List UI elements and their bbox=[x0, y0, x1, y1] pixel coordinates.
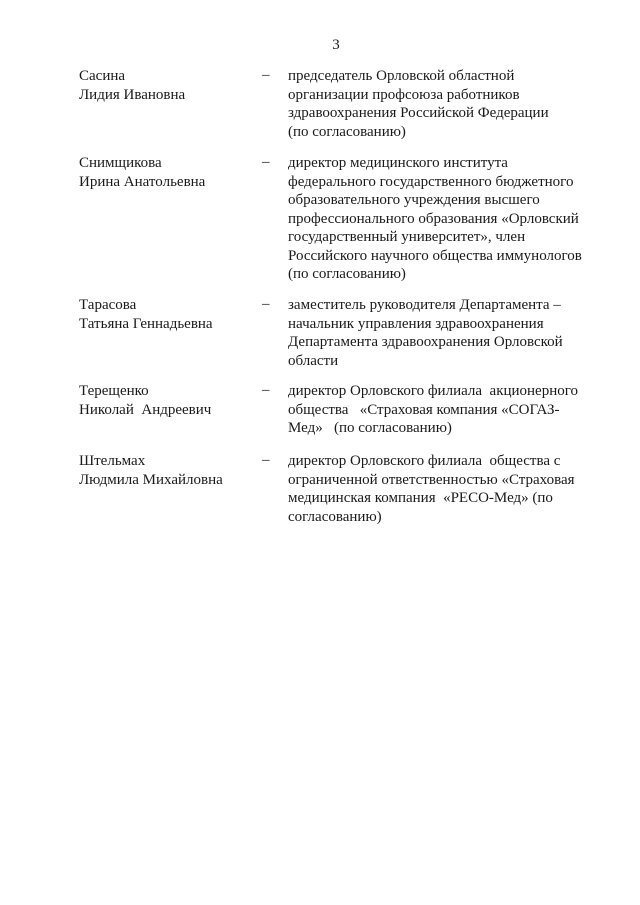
position-line: согласованию) bbox=[288, 508, 382, 525]
position-line: председатель Орловской областной bbox=[288, 68, 515, 84]
member-name bbox=[79, 296, 249, 333]
member-given-names: Николай Андреевич bbox=[79, 401, 212, 418]
position-line: организации профсоюза работников bbox=[288, 86, 520, 103]
position-line: медицинская компания «РЕСО-Мед» (по bbox=[288, 490, 553, 506]
dash-separator: – bbox=[262, 296, 270, 312]
member-position bbox=[288, 296, 608, 370]
member-name bbox=[79, 154, 249, 191]
position-line: Департамента здравоохранения Орловской bbox=[288, 334, 563, 350]
member-given-names: Людмила Михайловна bbox=[79, 471, 223, 488]
position-line: директор Орловского филиала общества с bbox=[288, 453, 561, 469]
position-line: начальник управления здравоохранения bbox=[288, 315, 544, 332]
member-position bbox=[288, 154, 608, 284]
member-name bbox=[79, 452, 249, 489]
dash-separator: – bbox=[262, 67, 270, 83]
position-line: федерального государственного бюджетного bbox=[288, 173, 574, 190]
member-surname: Тарасова bbox=[79, 297, 137, 313]
position-line: государственный университет», член bbox=[288, 229, 526, 245]
position-line: Мед» (по согласованию) bbox=[288, 420, 452, 436]
member-position bbox=[288, 382, 608, 438]
position-line: директор Орловского филиала акционерного bbox=[288, 383, 579, 399]
dash-separator: – bbox=[262, 452, 270, 468]
member-given-names: Лидия Ивановна bbox=[79, 86, 186, 103]
member-surname: Штельмах bbox=[79, 453, 146, 469]
member-position bbox=[288, 67, 608, 141]
member-surname: Терещенко bbox=[79, 383, 149, 399]
position-line: общества «Страховая компания «СОГАЗ- bbox=[288, 401, 560, 418]
page-number: 3 bbox=[332, 37, 340, 53]
member-position bbox=[288, 452, 608, 526]
member-surname: Снимщикова bbox=[79, 155, 162, 171]
position-line: ограниченной ответственностью «Страховая bbox=[288, 471, 575, 488]
position-line: директор медицинского института bbox=[288, 155, 508, 171]
member-given-names: Татьяна Геннадьевна bbox=[79, 315, 213, 332]
member-given-names: Ирина Анатольевна bbox=[79, 173, 206, 190]
position-line: (по согласованию) bbox=[288, 123, 406, 140]
position-line: заместитель руководителя Департамента – bbox=[288, 297, 561, 313]
dash-separator: – bbox=[262, 154, 270, 170]
position-line: области bbox=[288, 352, 339, 369]
member-surname: Сасина bbox=[79, 68, 126, 84]
dash-separator: – bbox=[262, 382, 270, 398]
position-line: образовательного учреждения высшего bbox=[288, 192, 540, 208]
position-line: здравоохранения Российской Федерации bbox=[288, 105, 549, 121]
member-name bbox=[79, 67, 249, 104]
position-line: Российского научного общества иммунологов bbox=[288, 247, 582, 264]
member-name bbox=[79, 382, 249, 419]
position-line: профессионального образования «Орловский bbox=[288, 210, 579, 227]
position-line: (по согласованию) bbox=[288, 266, 406, 282]
